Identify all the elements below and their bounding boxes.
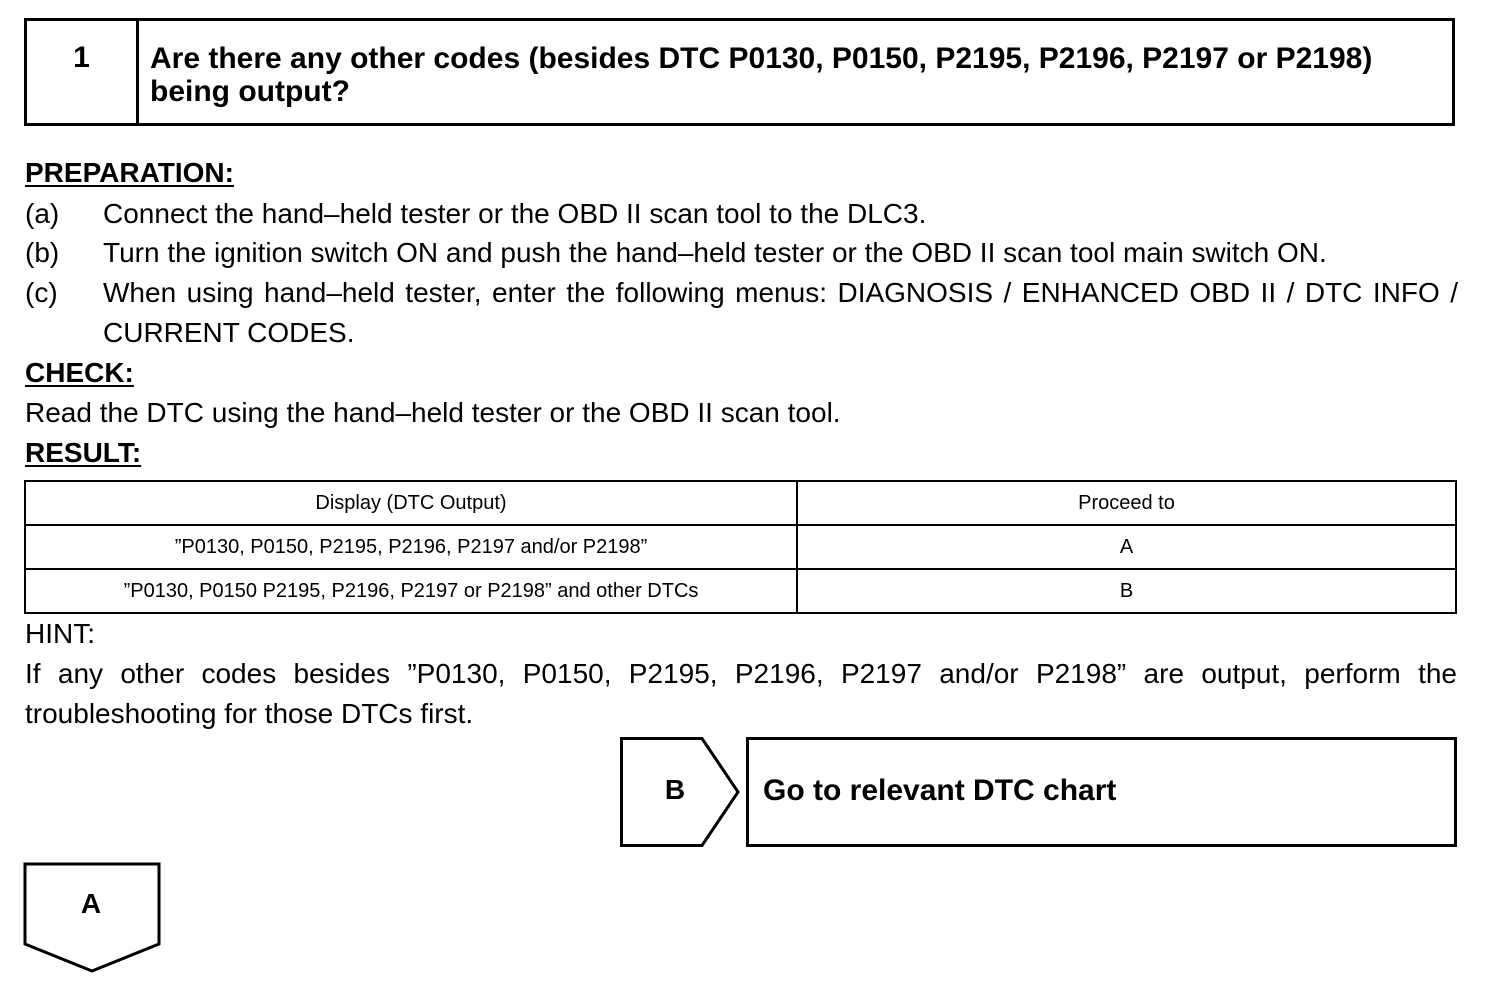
result-heading: RESULT: [25,437,142,468]
item-text: Connect the hand–held tester or the OBD II scan tool to the DLC3. [103,198,927,229]
step-title: Are there any other codes (besides DTC P0130, P0150, P2195, P2196, P2197 or P2198) being output? [150,42,1373,108]
item-text: When using hand–held tester, enter the following menus: DIAGNOSIS / ENHANCED OBD II / DTC INFO / CURRENT CODES. [103,277,1458,348]
item-text: Turn the ignition switch ON and push the hand–held tester or the OBD II scan tool main switch ON. [103,237,1327,268]
table-cell-display: ”P0130, P0150, P2195, P2196, P2197 and/or P2198” [25,525,797,569]
table-cell-display: ”P0130, P0150 P2195, P2196, P2197 or P2198” and other DTCs [25,569,797,613]
step-header-box [24,18,1455,126]
check-heading: CHECK: [25,357,134,388]
step-number: 1 [27,21,139,123]
preparation-item-b [25,233,1458,273]
table-row [25,569,1456,613]
column-header-display: Display (DTC Output) [25,481,797,525]
result-table [24,480,1457,614]
table-header-row [25,481,1456,525]
check-text: Read the DTC using the hand–held tester or the OBD II scan tool. [25,397,841,428]
flow-a-label: A [80,888,102,919]
hint-text: If any other codes besides ”P0130, P0150, P2195, P2196, P2197 and/or P2198” are output, perform the troubleshooting for those DTCs first. [25,658,1457,729]
goto-dtc-chart-box: Go to relevant DTC chart [746,737,1457,847]
column-header-proceed: Proceed to [797,481,1456,525]
item-letter: (b) [25,237,60,268]
table-cell-proceed: B [797,569,1456,613]
item-letter: (c) [25,277,58,308]
flow-b-label: B [664,774,686,805]
table-cell-proceed: A [797,525,1456,569]
table-row [25,525,1456,569]
preparation-heading: PREPARATION: [25,157,234,188]
preparation-item-c [25,273,1458,353]
hint-heading: HINT: [25,618,95,649]
item-letter: (a) [25,198,60,229]
preparation-item-a [25,194,1458,234]
